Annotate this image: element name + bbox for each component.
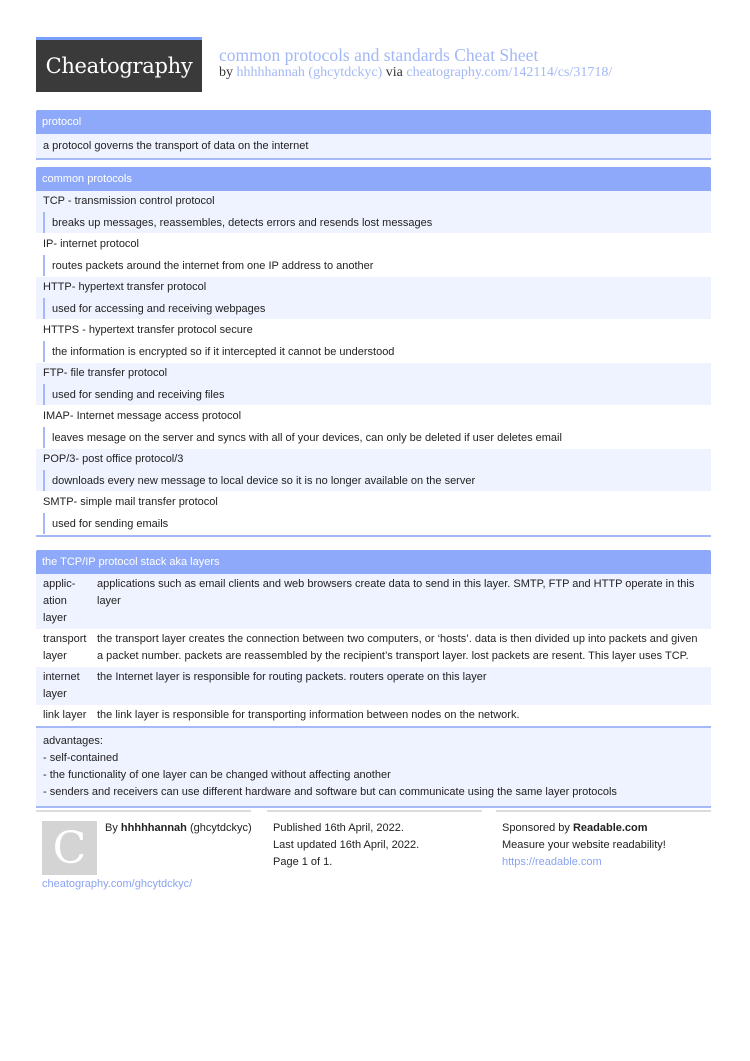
layer-name-line: layer [43, 650, 67, 662]
layer-description: the link layer is responsible for transporting information between nodes on the network. [97, 709, 520, 721]
protocol-item [36, 234, 711, 276]
advantage-item: - the functionality of one layer can be changed without affecting another [43, 769, 391, 781]
footer-author-name: hhhhhannah [120, 822, 187, 834]
byline [219, 65, 612, 81]
layer-row [36, 574, 711, 629]
section-protocol [36, 110, 711, 160]
protocol-description: the information is encrypted so if it intercepted it cannot be understood [43, 341, 711, 362]
footer-by-word: By [105, 822, 118, 834]
cheatography-logo[interactable] [36, 37, 202, 92]
protocol-description: used for accessing and receiving webpages [43, 298, 711, 319]
page-number: Page 1 of 1. [273, 856, 333, 868]
layer-name-line: internet [43, 671, 80, 683]
advantages-heading: advantages: [43, 735, 103, 747]
layer-name [43, 669, 97, 703]
layer-name-line: layer [43, 688, 67, 700]
avatar-letter: C [52, 822, 87, 874]
protocol-item [36, 191, 711, 233]
protocol-description: used for sending and receiving files [43, 384, 711, 405]
protocol-name: POP/3- post office protocol/3 [43, 453, 184, 465]
footer-sponsor-col [496, 810, 711, 871]
author-avatar [42, 821, 97, 875]
sponsored-prefix: Sponsored by [502, 822, 570, 834]
layer-name [43, 631, 97, 665]
layer-name-line: transport [43, 633, 87, 645]
layer-description: applications such as email clients and web browsers create data to send in this layer. SMTP, FTP and HTTP operate in this layer [97, 578, 695, 607]
section-heading: common protocols [36, 167, 711, 191]
layer-name-line: ation [43, 595, 67, 607]
logo-text: Cheatography [45, 54, 193, 78]
protocol-name: SMTP- simple mail transfer protocol [43, 496, 218, 508]
protocol-item [36, 492, 711, 534]
layer-row [36, 667, 711, 705]
published-date: Published 16th April, 2022. [273, 822, 404, 834]
layer-name [43, 576, 97, 627]
layer-name [43, 707, 97, 724]
protocol-name: FTP- file transfer protocol [43, 367, 168, 379]
layer-description: the Internet layer is responsible for routing packets. routers operate on this layer [97, 671, 487, 683]
advantage-item: - self-contained [43, 752, 119, 764]
protocol-item [36, 449, 711, 491]
footer-dates-col [267, 810, 482, 871]
footer-author [105, 820, 252, 837]
advantages-block [36, 726, 711, 806]
footer-author-link[interactable]: cheatography.com/ghcytdckyc/ [42, 878, 193, 890]
protocol-description: breaks up messages, reassembles, detects errors and resends lost messages [43, 212, 711, 233]
layer-list [36, 574, 711, 726]
layer-row [36, 629, 711, 667]
sponsor-name[interactable]: Readable.com [572, 822, 648, 834]
protocol-list [36, 191, 711, 534]
protocol-definition: a protocol governs the transport of data on the internet [36, 134, 711, 158]
protocol-name: HTTP- hypertext transfer protocol [43, 281, 207, 293]
section-heading: the TCP/IP protocol stack aka layers [36, 550, 711, 574]
protocol-description: routes packets around the internet from one IP address to another [43, 255, 711, 276]
protocol-name: HTTPS - hypertext transfer protocol secure [43, 324, 253, 336]
protocol-name: IMAP- Internet message access protocol [43, 410, 242, 422]
author-link[interactable]: hhhhhannah (ghcytdckyc) [236, 65, 383, 80]
sheet-url-link[interactable]: cheatography.com/142114/cs/31718/ [406, 65, 613, 80]
via-word: via [385, 65, 403, 80]
layer-name-line: layer [43, 612, 67, 624]
by-word: by [219, 65, 233, 80]
section-common-protocols [36, 167, 711, 537]
layer-name-line: applic- [43, 578, 76, 590]
advantage-item: - senders and receivers can use different hardware and software but can communicate using the same layer protocols [43, 786, 617, 798]
protocol-item [36, 320, 711, 362]
protocol-item [36, 363, 711, 405]
layer-name-line: link layer [43, 709, 87, 721]
section-tcpip-stack [36, 550, 711, 808]
protocol-name: TCP - transmission control protocol [43, 195, 215, 207]
sponsor-tagline: Measure your website readability! [502, 839, 666, 851]
protocol-item [36, 277, 711, 319]
protocol-description: used for sending emails [43, 513, 711, 534]
protocol-name: IP- internet protocol [43, 238, 139, 250]
protocol-item [36, 406, 711, 448]
layer-row [36, 705, 711, 726]
sponsor-line [496, 820, 711, 837]
section-heading: protocol [36, 110, 711, 134]
protocol-description: downloads every new message to local device so it is no longer available on the server [43, 470, 711, 491]
page-title: common protocols and standards Cheat Sheet [219, 45, 539, 65]
sponsor-link[interactable]: https://readable.com [502, 856, 602, 868]
updated-date: Last updated 16th April, 2022. [273, 839, 420, 851]
footer-author-handle: (ghcytdckyc) [189, 822, 252, 834]
layer-description: the transport layer creates the connection between two computers, or ‘hosts’. data is then divided up into packets and given a packet number. packets are reassembled by the recipient’s transport layer. lost packets are resent. This layer uses TCP. [97, 633, 698, 662]
protocol-description: leaves mesage on the server and syncs with all of your devices, can only be deleted if user deletes email [43, 427, 711, 448]
